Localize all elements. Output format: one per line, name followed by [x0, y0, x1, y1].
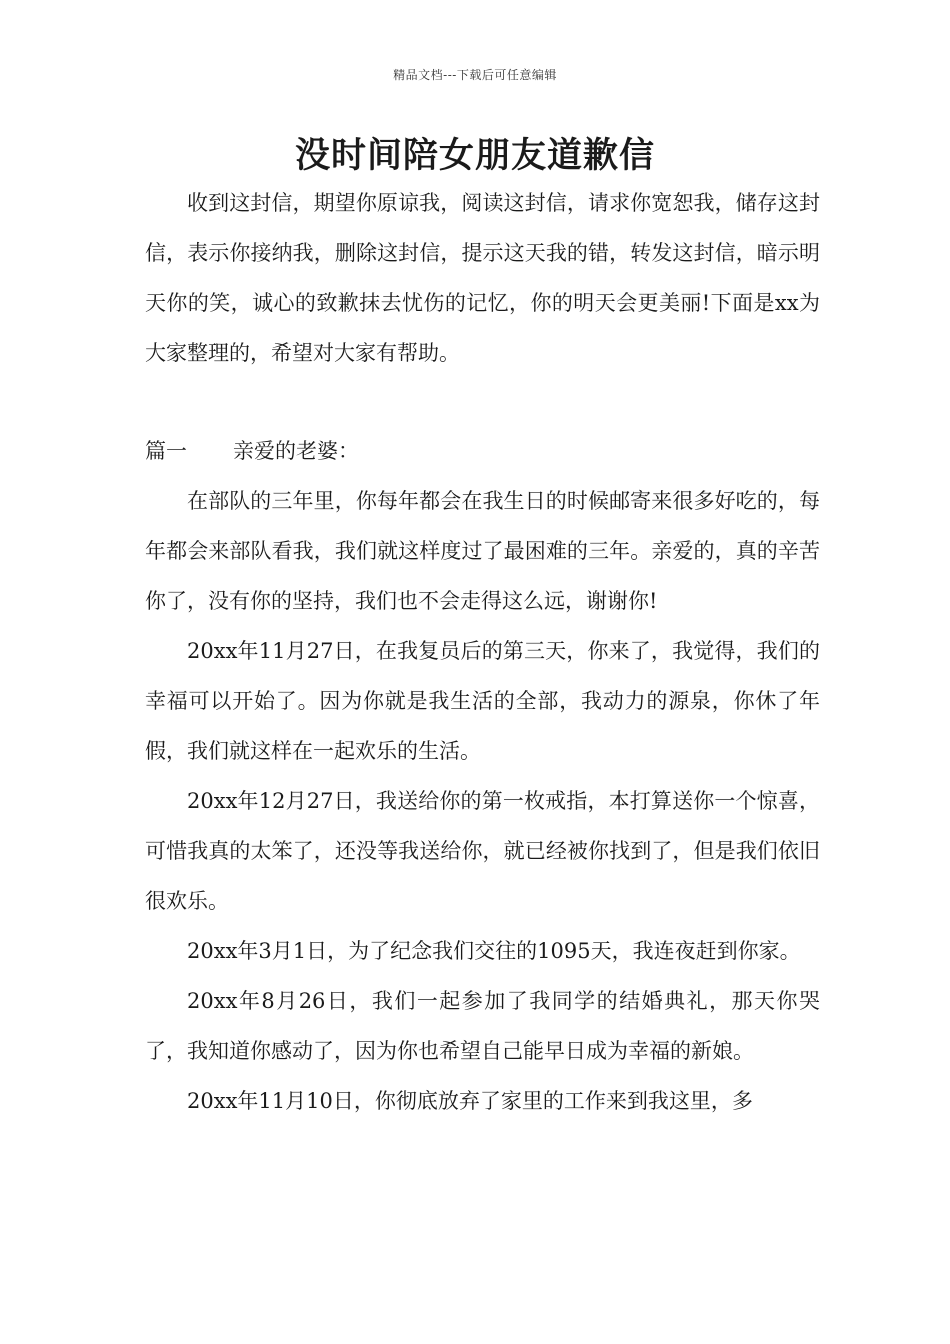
section-heading	[145, 426, 820, 476]
page-title: 没时间陪女朋友道歉信	[294, 135, 655, 176]
document-body	[145, 178, 820, 1126]
body-paragraph: 在部队的三年里，你每年都会在我生日的时候邮寄来很多好吃的，每年都会来部队看我，我们就这样度过了最困难的三年。亲爱的，真的辛苦你了，没有你的坚持，我们也不会走得这么远，谢谢你!	[145, 489, 820, 613]
body-paragraph: 20xx年8月26日，我们一起参加了我同学的结婚典礼，那天你哭了，我知道你感动了，因为你也希望自己能早日成为幸福的新娘。	[145, 989, 820, 1063]
intro-paragraph: 收到这封信，期望你原谅我，阅读这封信，请求你宽恕我，储存这封信，表示你接纳我，删除这封信，提示这天我的错，转发这封信，暗示明天你的笑，诚心的致歉抹去忧伤的记忆，你的明天会更美丽!下面是xx为大家整理的，希望对大家有帮助。	[145, 191, 820, 365]
body-paragraph: 20xx年12月27日，我送给你的第一枚戒指，本打算送你一个惊喜，可惜我真的太笨了，还没等我送给你，就已经被你找到了，但是我们依旧很欢乐。	[145, 789, 820, 913]
body-paragraph: 20xx年3月1日，为了纪念我们交往的1095天，我连夜赶到你家。	[187, 939, 801, 963]
salutation: 亲爱的老婆：	[233, 439, 359, 463]
body-paragraph: 20xx年11月27日，在我复员后的第三天，你来了，我觉得，我们的幸福可以开始了。因为你就是我生活的全部，我动力的源泉，你休了年假，我们就这样在一起欢乐的生活。	[145, 639, 820, 763]
section-number: 篇一	[145, 439, 187, 463]
body-paragraph: 20xx年11月10日，你彻底放弃了家里的工作来到我这里，多	[187, 1089, 753, 1113]
section-spacer	[145, 378, 820, 426]
header-note: 精品文档---下载后可任意编辑	[393, 68, 557, 82]
